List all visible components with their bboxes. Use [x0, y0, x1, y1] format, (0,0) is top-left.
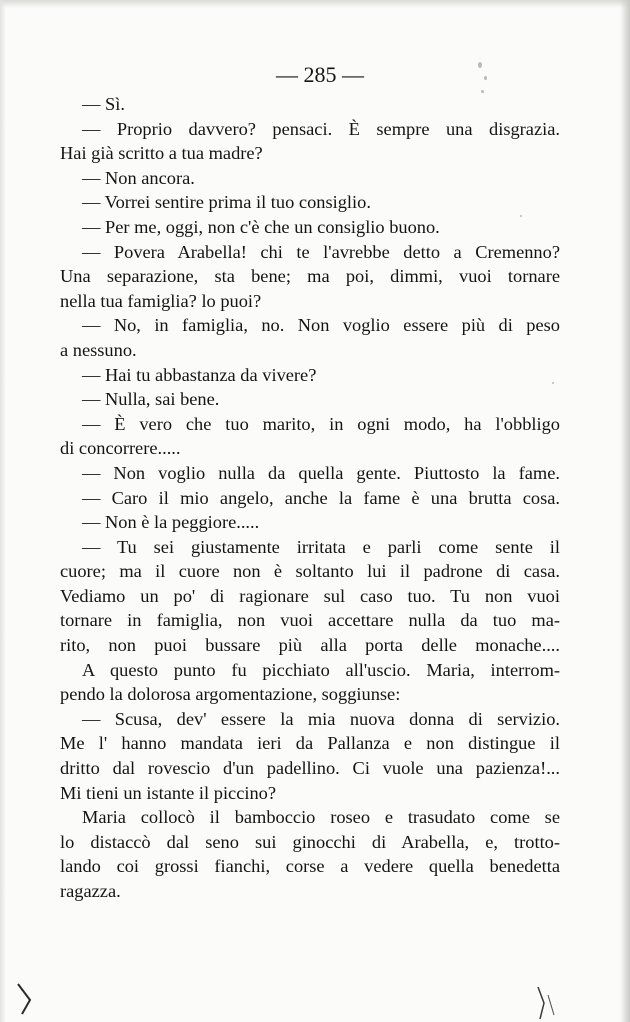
text-line: — Sì.	[82, 94, 125, 114]
text-line: — Tu sei giustamente irritata e parli come sente il	[82, 536, 560, 557]
margin-ink-mark-right	[520, 985, 580, 1021]
text-line: — Hai tu abbastanza da vivere?	[82, 364, 317, 385]
text-line: — Scusa, dev' essere la mia nuova donna di servizio.	[82, 708, 560, 729]
text-line: ragazza.	[60, 881, 121, 901]
text-line: A questo punto fu picchiato all'uscio. Maria, interrom-	[82, 659, 560, 680]
text-line: — Non ancora.	[82, 167, 195, 188]
text-line: Vediamo un po' di ragionare sul caso tuo. Tu non vuoi	[60, 585, 560, 606]
page-edge-shadow-top	[0, 0, 630, 8]
text-line: a nessuno.	[60, 339, 137, 360]
text-line: rito, non puoi bussare più alla porta delle monache....	[60, 635, 560, 656]
text-line: — È vero che tuo marito, in ogni modo, ha l'obbligo	[82, 413, 560, 434]
text-line: dritto dal rovescio d'un padellino. Ci vuole una pazienza!...	[60, 758, 560, 779]
page-number: — 285 —	[276, 62, 364, 87]
print-speck	[481, 90, 484, 93]
text-line: — Povera Arabella! chi te l'avrebbe detto a Cremenno?	[82, 241, 560, 262]
text-line: Me l' hanno mandata ieri da Pallanza e non distingue il	[60, 733, 560, 754]
text-line: — Vorrei sentire prima il tuo consiglio.	[82, 192, 371, 213]
text-line: di concorrere.....	[60, 438, 181, 459]
page-edge-shadow-right	[620, 0, 630, 1022]
print-speck	[484, 76, 487, 80]
text-line: pendo la dolorosa argomentazione, soggiunse:	[60, 684, 401, 705]
text-line: — No, in famiglia, no. Non voglio essere più di peso	[82, 315, 560, 336]
text-line: nella tua famiglia? lo puoi?	[60, 290, 262, 311]
page-text	[60, 92, 560, 904]
page-edge-shadow-left	[0, 0, 6, 1022]
text-line: lando coi grossi fianchi, corse a vedere quella benedetta	[60, 856, 560, 877]
text-line: lo distaccò dal seno sui ginocchi di Arabella, e, trotto-	[60, 831, 560, 852]
margin-ink-mark-left	[14, 980, 44, 1016]
text-line: — Non voglio nulla da quella gente. Piuttosto la fame.	[82, 462, 560, 483]
text-line: Mi tieni un istante il piccino?	[60, 782, 277, 803]
text-line: — Caro il mio angelo, anche la fame è una brutta cosa.	[82, 487, 560, 508]
text-line: — Non è la peggiore.....	[82, 512, 260, 533]
print-speck	[478, 62, 482, 68]
text-line: Una separazione, sta bene; ma poi, dimmi, vuoi tornare	[60, 266, 560, 287]
print-speck	[520, 215, 522, 217]
text-line: — Proprio davvero? pensaci. È sempre una disgrazia.	[82, 118, 560, 139]
text-line: cuore; ma il cuore non è soltanto lui il padrone di casa.	[60, 561, 560, 582]
text-line: — Nulla, sai bene.	[82, 389, 220, 410]
text-line: — Per me, oggi, non c'è che un consiglio buono.	[82, 216, 440, 237]
text-line: Hai già scritto a tua madre?	[60, 143, 263, 164]
text-line: tornare in famiglia, non vuoi accettare nulla da tuo ma-	[60, 610, 560, 631]
print-speck	[552, 382, 554, 384]
text-line: Maria collocò il bamboccio roseo e trasudato come se	[82, 807, 560, 828]
